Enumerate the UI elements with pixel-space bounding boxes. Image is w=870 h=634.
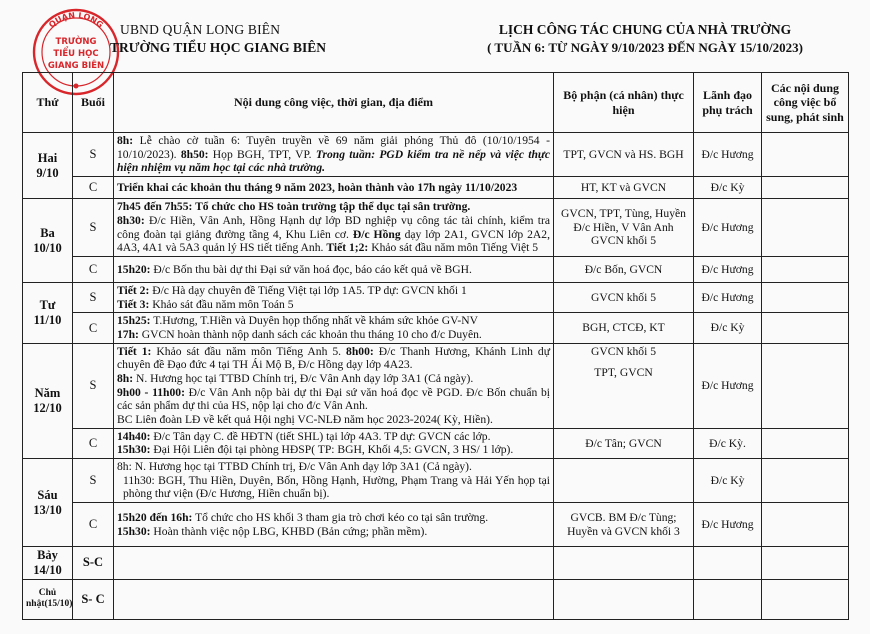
extra-cell (762, 177, 849, 199)
content-cell: 15h25: T.Hương, T.Hiền và Duyên họp thống nhất về khám sức khỏe GV-NV 17h: GVCN hoàn thành nộp danh sách các khoản thu tháng 10 cho đ/c Duyên. (114, 313, 554, 343)
session-cell: S (73, 459, 114, 503)
col-lead-header: Lãnh đạo phụ trách (694, 73, 762, 133)
session-cell: C (73, 257, 114, 283)
extra-cell (762, 257, 849, 283)
seal-top-text: QUẬN LONG (47, 10, 105, 30)
session-cell: S (73, 343, 114, 428)
table-row (23, 177, 849, 199)
document-title: LỊCH CÔNG TÁC CHUNG CỦA NHÀ TRƯỜNG (498, 22, 792, 37)
dept-cell: GVCB. BM Đ/c Tùng; Huyền và GVCN khối 3 (554, 503, 694, 547)
header-left (60, 22, 340, 56)
content-cell: Tiết 2: Đ/c Hà dạy chuyên đề Tiếng Việt tại lớp 1A5. TP dự: GVCN khối 1 Tiết 3: Khảo sát đầu năm môn Toán 5 (114, 283, 554, 313)
dept-cell: Đ/c Bốn, GVCN (554, 257, 694, 283)
extra-cell (762, 199, 849, 257)
extra-cell (762, 133, 849, 177)
col-dept-header: Bộ phận (cá nhân) thực hiện (554, 73, 694, 133)
session-cell: C (73, 428, 114, 458)
lead-cell: Đ/c Hương (694, 257, 762, 283)
lead-cell (694, 579, 762, 619)
content-cell (114, 579, 554, 619)
extra-cell (762, 313, 849, 343)
lead-cell: Đ/c Kỳ (694, 313, 762, 343)
col-day-header: Thứ (23, 73, 73, 133)
content-cell: 14h40: Đ/c Tân dạy C. đề HĐTN (tiết SHL) tại lớp 4A3. TP dự: GVCN các lớp. 15h30: Đại Hội Liên đội tại phòng HĐSP( TP: BGH, Khối 4,5: GVCN, 3 HS/ 1 lớp). (114, 428, 554, 458)
day-thursday: Năm 12/10 (23, 343, 73, 458)
week-range: ( TUẦN 6: TỪ NGÀY 9/10/2023 ĐẾN NGÀY 15/10/2023) (487, 40, 803, 55)
extra-cell (762, 428, 849, 458)
day-saturday: Bảy 14/10 (23, 547, 73, 580)
day-tuesday: Ba 10/10 (23, 199, 73, 283)
content-cell: 15h20: Đ/c Bốn thu bài dự thi Đại sứ văn hoá đọc, báo cáo kết quả về BGH. (114, 257, 554, 283)
lead-cell: Đ/c Kỳ (694, 177, 762, 199)
session-cell: C (73, 313, 114, 343)
table-row (23, 257, 849, 283)
dept-cell: TPT, GVCN và HS. BGH (554, 133, 694, 177)
content-cell: 15h20 đến 16h: Tổ chức cho HS khối 3 tham gia trò chơi kéo co tại sân trường. 15h30: Hoàn thành việc nộp LBG, KHBD (Bản cứng; phần mềm). (114, 503, 554, 547)
table-row (23, 503, 849, 547)
session-cell: C (73, 503, 114, 547)
dept-cell: GVCN, TPT, Tùng, Huyền Đ/c Hiền, V Vân Anh GVCN khối 5 (554, 199, 694, 257)
extra-cell (762, 343, 849, 428)
col-extra-header: Các nội dung công việc bổ sung, phát sinh (762, 73, 849, 133)
dept-cell: GVCN khối 5 (554, 283, 694, 313)
content-cell: 8h: Lễ chào cờ tuần 6: Tuyên truyền về 69 năm giải phóng Thủ đô (10/10/1954 - 10/10/2023). 8h50: Họp BGH, TPT, VP. Trong tuần: PGD kiểm tra nề nếp và việc thực hiện nhiệm vụ năm học tại các nhà trường. (114, 133, 554, 177)
dept-cell: HT, KT và GVCN (554, 177, 694, 199)
header-right (440, 22, 850, 56)
seal-middle-text: TIỂU HỌC (53, 49, 99, 59)
session-cell: S (73, 133, 114, 177)
dept-cell (554, 459, 694, 503)
dept-cell: BGH, CTCĐ, KT (554, 313, 694, 343)
extra-cell (762, 579, 849, 619)
seal-upper-text: TRƯỜNG (55, 37, 97, 47)
col-content-header: Nội dung công việc, thời gian, địa điểm (114, 73, 554, 133)
day-friday: Sáu 13/10 (23, 459, 73, 547)
session-cell: S-C (73, 547, 114, 580)
dept-cell (554, 579, 694, 619)
table-row (23, 459, 849, 503)
school-name: TRƯỜNG TIỂU HỌC GIANG BIÊN (110, 40, 327, 55)
session-cell: S (73, 283, 114, 313)
day-monday: Hai 9/10 (23, 133, 73, 199)
lead-cell: Đ/c Hương (694, 283, 762, 313)
extra-cell (762, 547, 849, 580)
content-cell (114, 547, 554, 580)
extra-cell (762, 503, 849, 547)
lead-cell: Đ/c Hương (694, 133, 762, 177)
dept-cell: Đ/c Tân; GVCN (554, 428, 694, 458)
extra-cell (762, 283, 849, 313)
lead-cell: Đ/c Kỳ. (694, 428, 762, 458)
table-row (23, 343, 849, 428)
lead-cell: Đ/c Kỳ (694, 459, 762, 503)
table-header-row (23, 73, 849, 133)
table-row (23, 133, 849, 177)
table-row (23, 547, 849, 580)
table-row (23, 428, 849, 458)
content-cell: Tiết 1: Khảo sát đầu năm môn Tiếng Anh 5. 8h00: Đ/c Thanh Hương, Khánh Linh dự chuyên đề Đạo đức 4 tại TH Ái Mộ B, Đ/c Hồng dạy lớp 4A23. 8h: N. Hương học tại TTBD Chính trị, Đ/c Vân Anh dạy lớp 3A1 (Cả ngày). 9h00 - 11h00: Đ/c Vân Anh nộp bài dự thi Đại sứ văn hoá đọc về PGD. Đ/c Bốn chuẩn bị các sản phẩm dự thi của HS, nộp lại cho đ/c Vân Anh. BC Liên đoàn LĐ về kết quả Hội nghị VC-NLĐ năm học 2023-2024( Kỳ, Hiền). (114, 343, 554, 428)
extra-cell (762, 459, 849, 503)
content-cell: 7h45 đến 7h55: Tổ chức cho HS toàn trường tập thể dục tại sân trường. 8h30: Đ/c Hiền, Vân Anh, Hồng Hạnh dự lớp BD nghiệp vụ công tác tài chính, kiểm tra công đoàn tại giảng đường tầng 4, Khu Liên cơ. Đ/c Hồng dạy lớp 2A1, GVCN lớp 2A2, 4A3, 4A1 và 5A3 quản lý HS tiết tiếng Anh. Tiết 1;2: Khảo sát đầu năm môn Tiếng Việt 5 (114, 199, 554, 257)
lead-cell: Đ/c Hương (694, 199, 762, 257)
session-cell: S (73, 199, 114, 257)
schedule-table (22, 72, 849, 620)
dept-cell: GVCN khối 5 TPT, GVCN (554, 343, 694, 428)
table-row (23, 199, 849, 257)
lead-cell: Đ/c Hương (694, 503, 762, 547)
content-cell: 8h: N. Hương học tại TTBD Chính trị, Đ/c Vân Anh dạy lớp 3A1 (Cả ngày). 11h30: BGH, Thu Hiền, Duyên, Bốn, Hồng Hạnh, Hường, Phạm Trang và Hải Yến họp tại phòng thư viện (Đ/c Hương, Hiền chuẩn bị). (114, 459, 554, 503)
lead-cell (694, 547, 762, 580)
table-row (23, 283, 849, 313)
session-cell: C (73, 177, 114, 199)
table-row (23, 579, 849, 619)
dept-cell (554, 547, 694, 580)
day-sunday: Chủ nhật(15/10) (23, 579, 73, 619)
content-cell: Triển khai các khoản thu tháng 9 năm 2023, hoàn thành vào 17h ngày 11/10/2023 (114, 177, 554, 199)
lead-cell: Đ/c Hương (694, 343, 762, 428)
table-row (23, 313, 849, 343)
session-cell: S- C (73, 579, 114, 619)
day-wednesday: Tư 11/10 (23, 283, 73, 344)
col-session-header: Buổi (73, 73, 114, 133)
district-name: UBND QUẬN LONG BIÊN (120, 22, 281, 37)
seal-lower-text: GIANG BIÊN (47, 61, 105, 71)
